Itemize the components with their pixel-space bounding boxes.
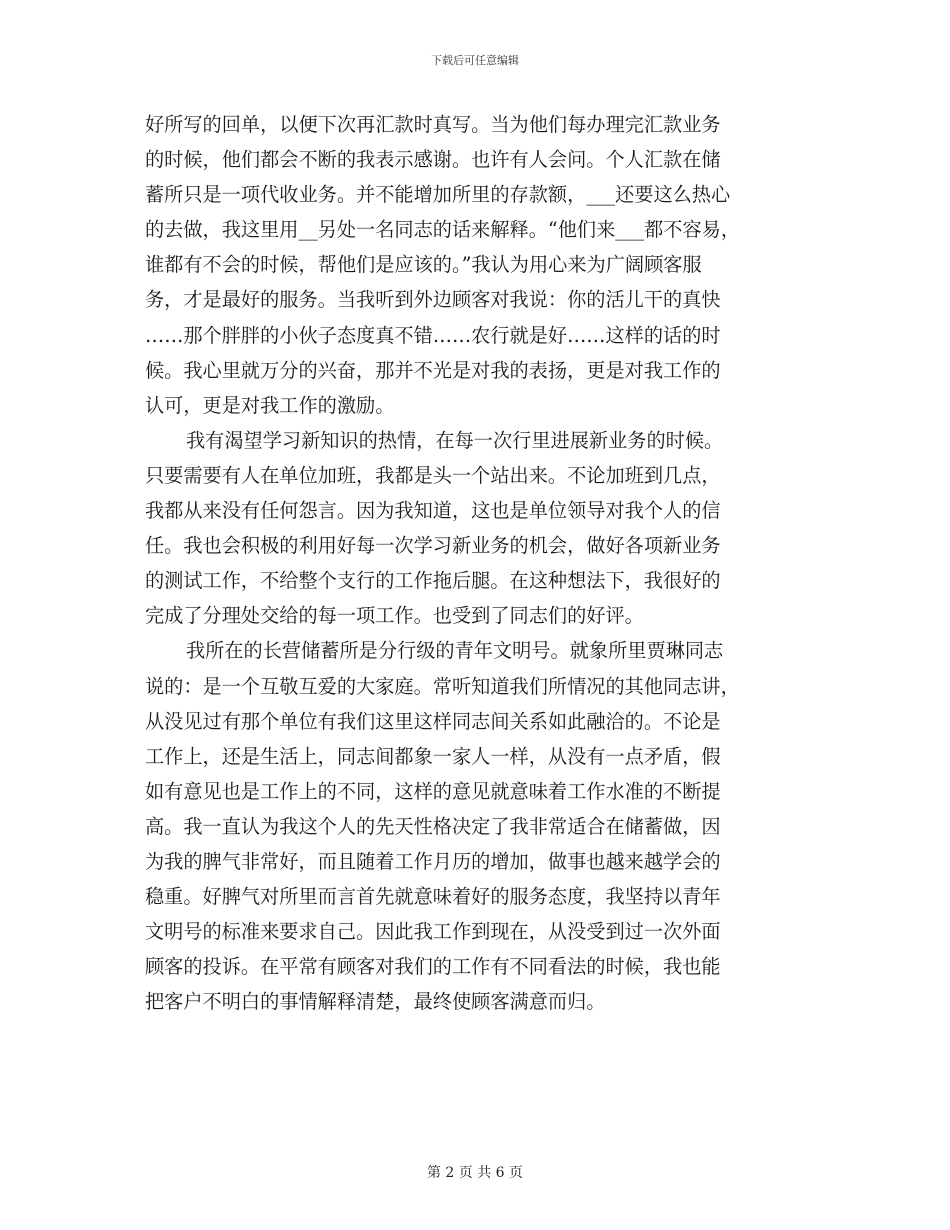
text-line: 的时候，他们都会不断的我表示感谢。也许有人会问。个人汇款在储	[145, 148, 721, 172]
text-line: 务，才是最好的服务。当我听到外边顾客对我说：你的活儿干的真快	[145, 288, 721, 312]
paragraph-start-line: 我有渴望学习新知识的热情，在每一次行里进展新业务的时候。	[186, 428, 724, 452]
text-line: 只要需要有人在单位加班，我都是头一个站出来。不论加班到几点，	[145, 463, 721, 487]
text-line: 好所写的回单，以便下次再汇款时真写。当为他们每办理完汇款业务	[145, 113, 721, 136]
text-line: 的测试工作，不给整个支行的工作拖后腿。在这种想法下，我很好的	[145, 569, 721, 593]
paragraph-start-line: 我所在的长营储蓄所是分行级的青年文明号。就象所里贾琳同志	[186, 639, 724, 663]
text-line: 谁都有不会的时候，帮他们是应该的。”我认为用心来为广阔顾客服	[145, 253, 702, 277]
text-line: 顾客的投诉。在平常有顾客对我们的工作有不同看法的时候，我也能	[145, 955, 721, 979]
text-line: 如有意见也是工作上的不同，这样的意见就意味着工作水准的不断提	[145, 779, 721, 803]
document-body	[145, 107, 807, 1019]
text-line: 把客户不明白的事情解释清楚，最终使顾客满意而归。	[145, 990, 606, 1014]
text-line: 认可，更是对我工作的激励。	[145, 393, 395, 417]
text-line: 我都从来没有任何怨言。因为我知道，这也是单位领导对我个人的信	[145, 499, 721, 523]
text-line: 的去做，我这里用__另处一名同志的话来解释。“他们来___都不容易，	[145, 218, 741, 242]
text-line: 稳重。好脾气对所里而言首先就意味着好的服务态度，我坚持以青年	[145, 885, 721, 909]
text-line: 候。我心里就万分的兴奋，那并不光是对我的表扬，更是对我工作的	[145, 358, 721, 382]
text-line: 文明号的标准来要求自己。因此我工作到现在，从没受到过一次外面	[145, 920, 721, 944]
text-line: 工作上，还是生活上，同志间都象一家人一样，从没有一点矛盾，假	[145, 744, 721, 768]
text-line: 任。我也会积极的利用好每一次学习新业务的机会，做好各项新业务	[145, 534, 721, 558]
text-line: 为我的脾气非常好，而且随着工作月历的增加，做事也越来越学会的	[145, 849, 721, 873]
page-number-footer: 第 2 页 共 6 页	[426, 1165, 524, 1181]
text-line: 完成了分理处交给的每一项工作。也受到了同志们的好评。	[145, 604, 644, 628]
page-header: 下载后可任意编辑	[431, 54, 519, 67]
text-line: ……那个胖胖的小伙子态度真不错……农行就是好……这样的话的时	[145, 323, 721, 347]
text-line: 说的：是一个互敬互爱的大家庭。常听知道我们所情况的其他同志讲，	[145, 674, 740, 698]
text-line: 高。我一直认为我这个人的先天性格决定了我非常适合在储蓄做，因	[145, 814, 721, 838]
text-line: 蓄所只是一项代收业务。并不能增加所里的存款额，___还要这么热心	[145, 183, 731, 207]
text-line: 从没见过有那个单位有我们这里这样同志间关系如此融洽的。不论是	[145, 709, 721, 733]
